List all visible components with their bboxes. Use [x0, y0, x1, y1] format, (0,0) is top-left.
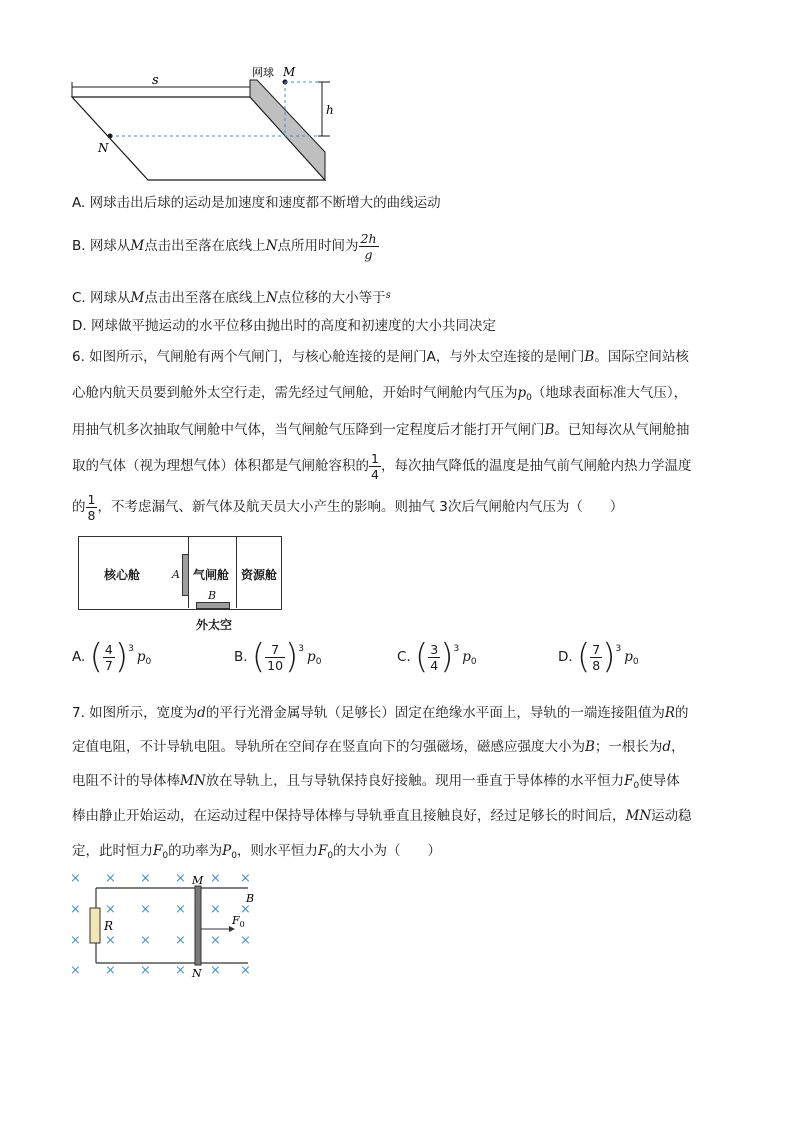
fraction-numerator: 1 — [371, 450, 379, 466]
q7-text: ， — [671, 739, 685, 755]
option-fraction — [590, 642, 602, 673]
field-cross-icon: × — [105, 871, 116, 886]
q6-text: 取的气体（视为理想气体）体积都是气闸舱容积的 — [72, 458, 369, 474]
q5-option-c-text-2: 点击出至落在底线上 — [144, 290, 266, 306]
field-cross-icon: × — [175, 902, 186, 917]
airlock-figure — [78, 536, 282, 632]
label-F-sub: 0 — [239, 920, 245, 929]
option-exponent: 3 — [128, 644, 134, 654]
q6-gate-a: A — [426, 349, 436, 365]
option-label: C. — [397, 649, 411, 665]
label-gate-b: B — [208, 589, 217, 602]
label-gate-a: A — [172, 568, 180, 581]
field-cross-icon: × — [240, 933, 251, 948]
field-cross-icon: × — [105, 963, 116, 978]
q6-option-d — [558, 637, 639, 677]
q6-text: （地球表面标准大气压）， — [531, 385, 688, 401]
q6-line-1 — [72, 347, 689, 367]
rail-circuit-figure — [64, 866, 264, 981]
paren-right: ) — [114, 637, 129, 677]
option-p-sub: 0 — [470, 657, 477, 667]
paren-left: ( — [415, 637, 429, 677]
field-cross-icon: × — [105, 933, 116, 948]
q5-option-b-fraction — [359, 231, 379, 262]
q5-option-b-M: M — [130, 238, 145, 254]
q6-option-b — [234, 637, 322, 677]
airlock-divider-2 — [236, 536, 237, 608]
option-fraction — [428, 642, 440, 673]
paren-right: ) — [602, 637, 616, 677]
label-F: F — [232, 914, 240, 927]
q6-p0: p — [517, 385, 527, 401]
paren-left: ( — [251, 637, 266, 677]
option-label: A. — [72, 649, 86, 665]
q5-option-c-s: s — [385, 290, 391, 301]
field-cross-icon: × — [140, 963, 151, 978]
fraction-denominator: 10 — [267, 657, 284, 673]
conductor-rod — [195, 886, 201, 965]
field-cross-icon: × — [240, 963, 251, 978]
q7-text: 电阻不计的导体棒 — [72, 773, 180, 789]
field-cross-icon: × — [140, 933, 151, 948]
field-cross-icon: × — [210, 902, 221, 917]
q6-gate-b: B — [584, 349, 595, 365]
option-p: p — [307, 649, 316, 665]
q7-text: 的大小为（ ） — [333, 843, 442, 859]
field-cross-icon: × — [105, 902, 116, 917]
q6-text: 用抽气机多次抽取气闸舱中气体，当气闸舱气压降到一定程度后才能打开气闸门 — [72, 422, 545, 438]
option-label: D. — [558, 649, 573, 665]
point-N — [108, 134, 113, 139]
q7-text: ；一根长为 — [594, 739, 663, 755]
option-fraction — [103, 642, 115, 673]
q5-option-a: A. 网球击出后球的运动是加速度和速度都不断增大的曲线运动 — [72, 195, 441, 211]
fraction-denominator: 4 — [371, 466, 379, 482]
q7-line-1 — [72, 703, 689, 723]
q7-text: 棒由静止开始运动，在运动过程中保持导体棒与导轨垂直且接触良好，经过足够长的时间后， — [72, 808, 626, 824]
option-p: p — [136, 649, 146, 665]
q5-option-c — [72, 286, 391, 308]
q7-d: d — [662, 739, 672, 755]
q7-text: 的平行光滑金属导轨（足够长）固定在绝缘水平面上，导轨的一端连接阻值为 — [205, 705, 665, 721]
field-cross-icon: × — [175, 963, 186, 978]
fraction-numerator: 3 — [430, 641, 439, 657]
option-p-sub: 0 — [315, 657, 322, 667]
label-R: R — [104, 919, 114, 933]
label-B: B — [246, 892, 255, 905]
q6-line-2 — [72, 383, 687, 408]
fraction-numerator: 2h — [360, 230, 377, 246]
q7-P-sub: 0 — [231, 851, 237, 861]
q6-text: ，不考虑漏气、新气体及航天员大小产生的影响。则抽气 3次后气闸舱内气压为（ ） — [97, 499, 624, 515]
tennis-court-figure — [60, 62, 340, 192]
q6-line-4 — [72, 448, 691, 484]
field-cross-icon: × — [70, 871, 81, 886]
resistor — [90, 908, 100, 943]
field-cross-icon: × — [140, 871, 151, 886]
q5-option-b-N: N — [265, 238, 278, 254]
q7-MN: MN — [180, 773, 206, 789]
field-cross-icon: × — [210, 933, 221, 948]
q7-line-2 — [72, 737, 685, 757]
q5-option-b — [72, 226, 379, 266]
fraction-denominator: g — [364, 246, 373, 262]
paren-left: ( — [576, 637, 591, 677]
q6-option-a — [72, 637, 152, 677]
q7-F-sub: 0 — [327, 851, 334, 861]
option-p-sub: 0 — [145, 657, 152, 667]
q7-line-3 — [72, 771, 680, 796]
option-fraction — [265, 642, 285, 673]
q5-option-b-text-3: 点所用时间为 — [277, 238, 359, 254]
q7-R: R — [664, 705, 675, 721]
label-resource-module: 资源舱 — [241, 568, 278, 582]
q7-text: 定值电阻，不计导轨电阻。导轨所在空间存在竖直向下的匀强磁场，磁感应强度大小为 — [72, 739, 585, 755]
gate-b-bar — [196, 602, 230, 609]
paren-right: ) — [440, 637, 454, 677]
q6-text: 。国际空间站核 — [594, 349, 689, 365]
fraction-numerator: 7 — [592, 641, 601, 657]
q7-MN: MN — [625, 808, 652, 824]
field-cross-icon: × — [175, 871, 186, 886]
field-cross-icon: × — [70, 933, 81, 948]
option-exponent: 3 — [298, 644, 305, 654]
q7-F-sub: 0 — [162, 851, 169, 861]
q5-option-d: D. 网球做平抛运动的水平位移由抛出时的高度和初速度的大小共同决定 — [72, 318, 496, 334]
field-cross-icon: × — [240, 902, 251, 917]
q6-option-c — [397, 637, 477, 677]
q7-F-sub: 0 — [633, 781, 640, 791]
label-core-module: 核心舱 — [104, 568, 141, 582]
label-s: s — [152, 73, 159, 88]
q7-text: ，则水平恒力 — [236, 843, 318, 859]
q7-line-5 — [72, 841, 441, 866]
q5-option-b-text-1: B. 网球从 — [72, 238, 131, 254]
label-M: M — [192, 874, 204, 887]
gate-a-bar — [182, 554, 189, 596]
label-outer-space: 外太空 — [196, 618, 233, 632]
q6-options — [72, 637, 772, 690]
q7-F: F — [624, 773, 634, 789]
fraction-denominator: 4 — [430, 657, 439, 673]
q7-text: 定，此时恒力 — [72, 843, 153, 859]
option-p-sub: 0 — [632, 657, 639, 667]
fraction-denominator: 7 — [104, 657, 113, 673]
q7-F: F — [153, 843, 163, 859]
q6-text: ，与外太空连接的是闸门 — [435, 349, 585, 365]
label-M: M — [283, 65, 296, 79]
field-cross-icon: × — [140, 902, 151, 917]
q6-text: 6. 如图所示，气闸舱有两个气闸门，与核心舱连接的是闸门 — [72, 349, 427, 365]
q6-gate-b: B — [544, 422, 555, 438]
q7-text: 的 — [675, 705, 689, 721]
option-p: p — [624, 649, 633, 665]
q7-text: 7. 如图所示，宽度为 — [72, 705, 198, 721]
q6-line-3 — [72, 420, 689, 440]
fraction-numerator: 7 — [265, 642, 285, 658]
option-label: B. — [234, 649, 248, 665]
paren-left: ( — [89, 637, 103, 677]
field-cross-icon: × — [210, 871, 221, 886]
q6-text: ，每次抽气降低的温度是抽气前气闸舱内热力学温度 — [380, 458, 692, 474]
q6-p0-sub: 0 — [526, 393, 532, 403]
option-exponent: 3 — [453, 644, 460, 654]
field-cross-icon: × — [175, 933, 186, 948]
q6-text: 心舱内航天员要到舱外太空行走，需先经过气闸舱，开始时气闸舱内气压为 — [72, 385, 518, 401]
fraction-numerator: 4 — [104, 641, 113, 657]
field-cross-icon: × — [210, 963, 221, 978]
label-N: N — [98, 141, 109, 155]
q5-option-c-M: M — [130, 290, 145, 306]
q7-text: 运动稳 — [651, 808, 692, 824]
fraction-denominator: 8 — [592, 657, 601, 673]
label-ball: 网球 — [252, 66, 274, 79]
q5-option-c-N: N — [265, 290, 278, 306]
fraction-numerator: 1 — [87, 491, 96, 507]
q5-option-b-text-2: 点击出至落在底线上 — [144, 238, 266, 254]
q6-text: 的 — [72, 499, 86, 515]
option-exponent: 3 — [615, 644, 622, 654]
label-h: h — [326, 103, 334, 117]
q6-line-5 — [72, 489, 623, 525]
field-cross-icon: × — [240, 871, 251, 886]
field-cross-icon: × — [70, 963, 81, 978]
option-p: p — [462, 649, 471, 665]
label-N: N — [192, 967, 202, 980]
q6-text: 。已知每次从气闸舱抽 — [554, 422, 690, 438]
q7-line-4 — [72, 806, 692, 826]
q6-fraction-quarter — [369, 451, 381, 482]
q7-B: B — [585, 739, 595, 755]
q7-text: 放在导轨上，且与导轨保持良好接触。现用一垂直于导体棒的水平恒力 — [205, 773, 625, 789]
label-airlock: 气闸舱 — [193, 568, 230, 582]
paren-right: ) — [285, 637, 299, 677]
q7-P: P — [222, 843, 232, 859]
field-cross-icon: × — [70, 902, 81, 917]
q5-option-c-text-3: 点位移的大小等于 — [277, 290, 386, 306]
q7-F: F — [317, 843, 328, 859]
q6-fraction-eighth — [86, 492, 98, 523]
q7-text: 的功率为 — [168, 843, 223, 859]
q7-text: 使导体 — [639, 773, 680, 789]
q7-d: d — [197, 705, 206, 721]
q5-option-c-text-1: C. 网球从 — [72, 290, 131, 306]
fraction-denominator: 8 — [87, 507, 96, 523]
